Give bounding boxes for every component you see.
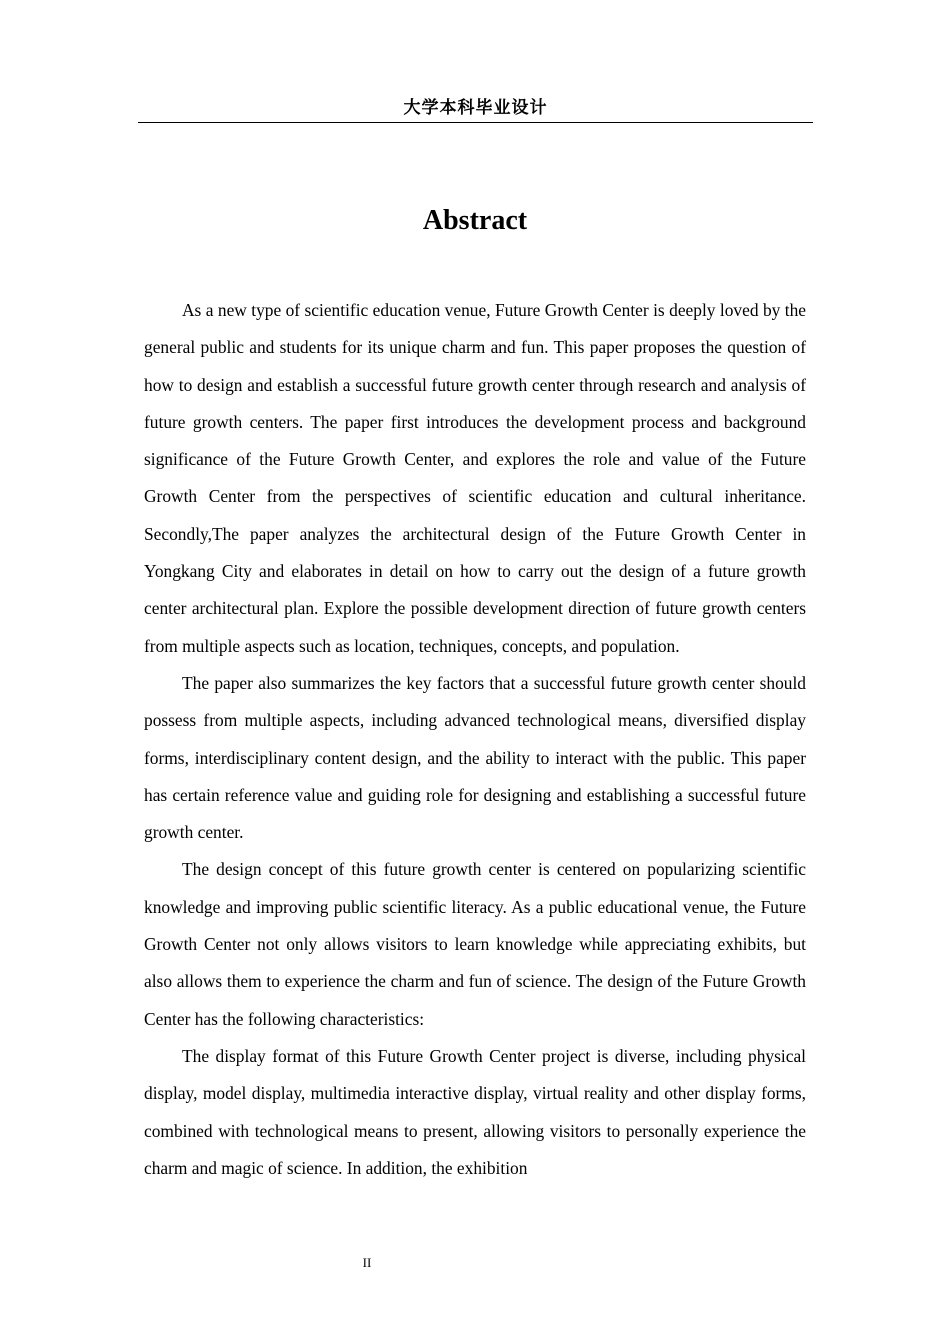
abstract-paragraph: As a new type of scientific education venue, Future Growth Center is deeply loved by the general public and students for its unique charm and fun. This paper proposes the question of how to design and establish a successful future growth center through research and analysis of future growth centers. The paper first introduces the development process and background significance of the Future Growth Center, and explores the role and value of the Future Growth Center from the perspectives of scientific education and cultural inheritance. Secondly,The paper analyzes the architectural design of the Future Growth Center in Yongkang City and elaborates in detail on how to carry out the design of a future growth center architectural plan. Explore the possible development direction of future growth centers from multiple aspects such as location, techniques, concepts, and population. xyxy=(144,300,806,656)
abstract-paragraph: The paper also summarizes the key factors that a successful future growth center should possess from multiple aspects, including advanced technological means, diversified display forms, interdisciplinary content design, and the ability to interact with the public. This paper has certain reference value and guiding role for designing and establishing a successful future growth center. xyxy=(144,672,806,843)
running-header xyxy=(138,97,813,123)
running-header-title: 大学本科毕业设计 xyxy=(403,98,548,118)
abstract-paragraph: The design concept of this future growth center is centered on popularizing scientific knowledge and improving public scientific literacy. As a public educational venue, the Future Growth Center not only allows visitors to learn knowledge while appreciating exhibits, but also allows them to experience the charm and fun of science. The design of the Future Growth Center has the following characteristics: xyxy=(144,859,806,1029)
abstract-paragraph: The display format of this Future Growth Center project is diverse, including physical display, model display, multimedia interactive display, virtual reality and other display forms, combined with technological means to present, allowing visitors to personally experience the charm and magic of science. In addition, the exhibition xyxy=(144,1045,806,1178)
page-title: Abstract xyxy=(422,205,528,236)
abstract-body xyxy=(144,292,806,1187)
page-number: II xyxy=(362,1255,372,1270)
